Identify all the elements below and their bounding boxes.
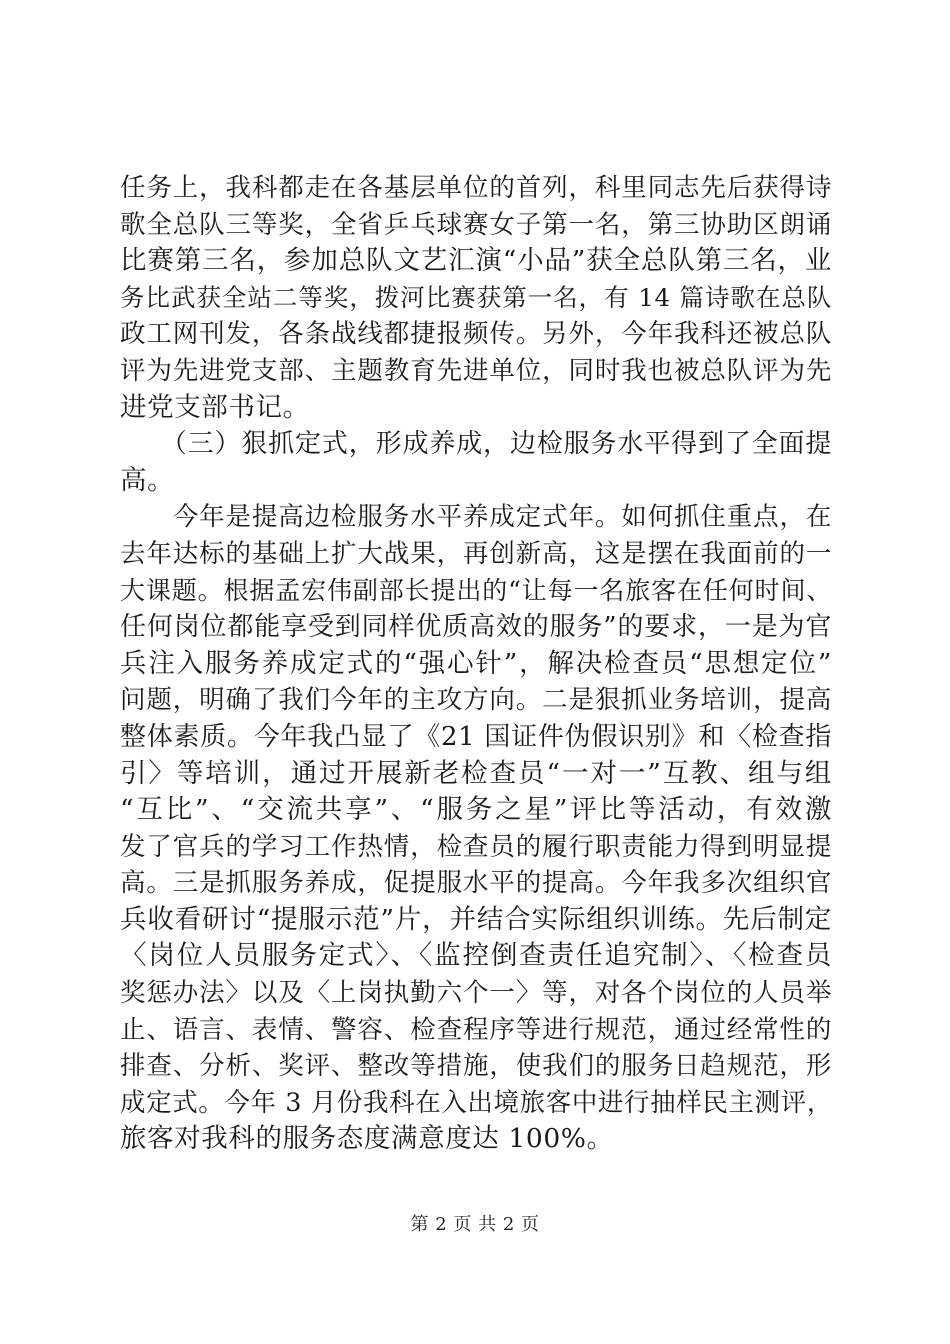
text-line: 兵收看研讨“提服示范”片，并结合实际组织训练。先后制定 bbox=[120, 903, 832, 935]
text-line: 去年达标的基础上扩大战果，再创新高，这是摆在我面前的一 bbox=[120, 538, 832, 569]
text-line: 高。三是抓服务养成，促提服水平的提高。今年我多次组织官 bbox=[120, 868, 832, 899]
text-line: 高。 bbox=[120, 464, 175, 496]
text-line: 任何岗位都能享受到同样优质高效的服务”的要求，一是为官 bbox=[120, 612, 832, 643]
text-line: 引〉等培训，通过开展新老检查员“一对一”互教、组与组 bbox=[120, 757, 832, 789]
text-line: 整体素质。今年我凸显了《21 国证件伪假识别》和〈检查指 bbox=[120, 721, 832, 752]
text-line: 止、语言、表情、警容、检查程序等进行规范，通过经常性的 bbox=[120, 1014, 832, 1045]
text-line: 今年是提高边检服务水平养成定式年。如何抓住重点，在 bbox=[120, 502, 832, 533]
text-line: 兵注入服务养成定式的“强心针”，解决检查员“思想定位” bbox=[120, 647, 832, 679]
text-line: 评为先进党支部、主题教育先进单位，同时我也被总队评为先 bbox=[120, 355, 832, 386]
text-line: 〈岗位人员服务定式〉、〈监控倒查责任追究制〉、〈检查员 bbox=[120, 940, 832, 972]
text-line: 进党支部书记。 bbox=[120, 391, 310, 423]
text-line: 务比武获全站二等奖，拨河比赛获第一名，有 14 篇诗歌在总队 bbox=[120, 282, 832, 312]
text-line: 问题，明确了我们今年的主攻方向。二是狠抓业务培训，提高 bbox=[120, 685, 832, 716]
text-line: 歌全总队三等奖，全省乒乓球赛女子第一名，第三协助区朗诵 bbox=[120, 209, 832, 240]
text-line: 发了官兵的学习工作热情，检查员的履行职责能力得到明显提 bbox=[120, 831, 832, 862]
text-line: 大课题。根据孟宏伟副部长提出的“让每一名旅客在任何时间、 bbox=[120, 575, 832, 605]
text-line: 成定式。今年 3 月份我科在入出境旅客中进行抽样民主测评， bbox=[120, 1087, 833, 1118]
text-line: 任务上，我科都走在各基层单位的首列，科里同志先后获得诗 bbox=[120, 173, 832, 203]
text-line: 奖惩办法〉以及〈上岗执勤六个一〉等，对各个岗位的人员举 bbox=[120, 978, 832, 1009]
text-line: “互比”、“交流共享”、“服务之星”评比等活动，有效激 bbox=[120, 794, 832, 826]
page-footer: 第 2 页 共 2 页 bbox=[410, 1214, 540, 1235]
text-line: （三）狠抓定式，形成养成，边检服务水平得到了全面提 bbox=[120, 429, 832, 460]
document-body bbox=[120, 170, 832, 1158]
text-line: 旅客对我科的服务态度满意度达 100%。 bbox=[120, 1123, 614, 1155]
text-line: 政工网刊发，各条战线都捷报频传。另外，今年我科还被总队 bbox=[120, 319, 832, 350]
text-line: 排查、分析、奖评、整改等措施，使我们的服务日趋规范，形 bbox=[120, 1051, 832, 1082]
text-line: 比赛第三名，参加总队文艺汇演“小品”获全总队第三名，业 bbox=[120, 245, 832, 277]
